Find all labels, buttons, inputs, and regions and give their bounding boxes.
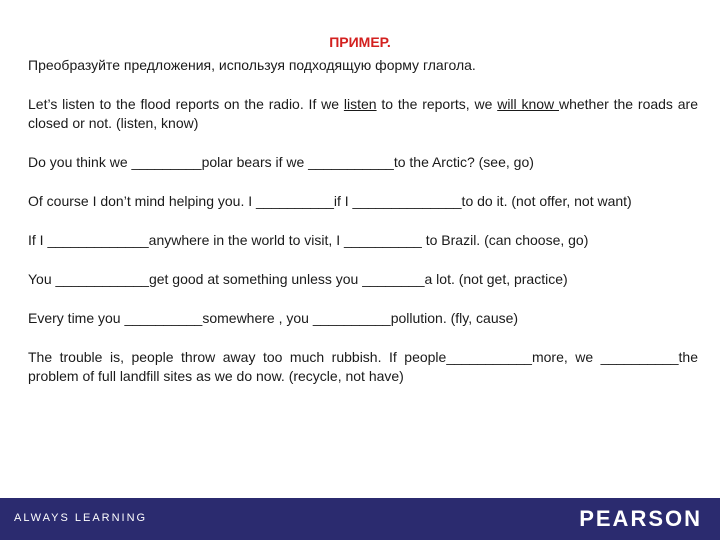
example-verb-will-know: will know: [497, 96, 559, 112]
example-sentence: [28, 95, 698, 133]
content-area: [28, 56, 698, 406]
exercise-1: Do you think we _________polar bears if we ___________to the Arctic? (see, go): [28, 154, 534, 170]
example-part-1: Let’s listen to the flood reports on the radio. If we: [28, 96, 344, 112]
exercise-5: Every time you __________somewhere , you __________pollution. (fly, cause): [28, 310, 519, 326]
pearson-logo: PEARSON: [579, 506, 702, 531]
example-verb-listen: listen: [343, 96, 377, 112]
footer-bar: [0, 498, 720, 540]
example-part-2: to the reports, we: [376, 96, 498, 112]
instruction-text: Преобразуйте предложения, используя подходящую форму глагола.: [28, 57, 476, 73]
footer-tagline: ALWAYS LEARNING: [14, 512, 148, 524]
exercise-2: Of course I don’t mind helping you. I __________if I ______________to do it. (not offer, not want): [28, 193, 632, 209]
exercise-6: The trouble is, people throw away too much rubbish. If people___________more, we __________the problem of full landfill sites as we do now. (recycle, not have): [28, 349, 698, 384]
exercise-3: If I _____________anywhere in the world to visit, I __________ to Brazil. (can choose, go): [28, 232, 589, 248]
slide-title: ПРИМЕР.: [329, 34, 391, 50]
exercise-4: You ____________get good at something unless you ________a lot. (not get, practice): [28, 271, 568, 287]
example-part-3: whether the roads are closed or not. (listen, know): [28, 96, 698, 131]
